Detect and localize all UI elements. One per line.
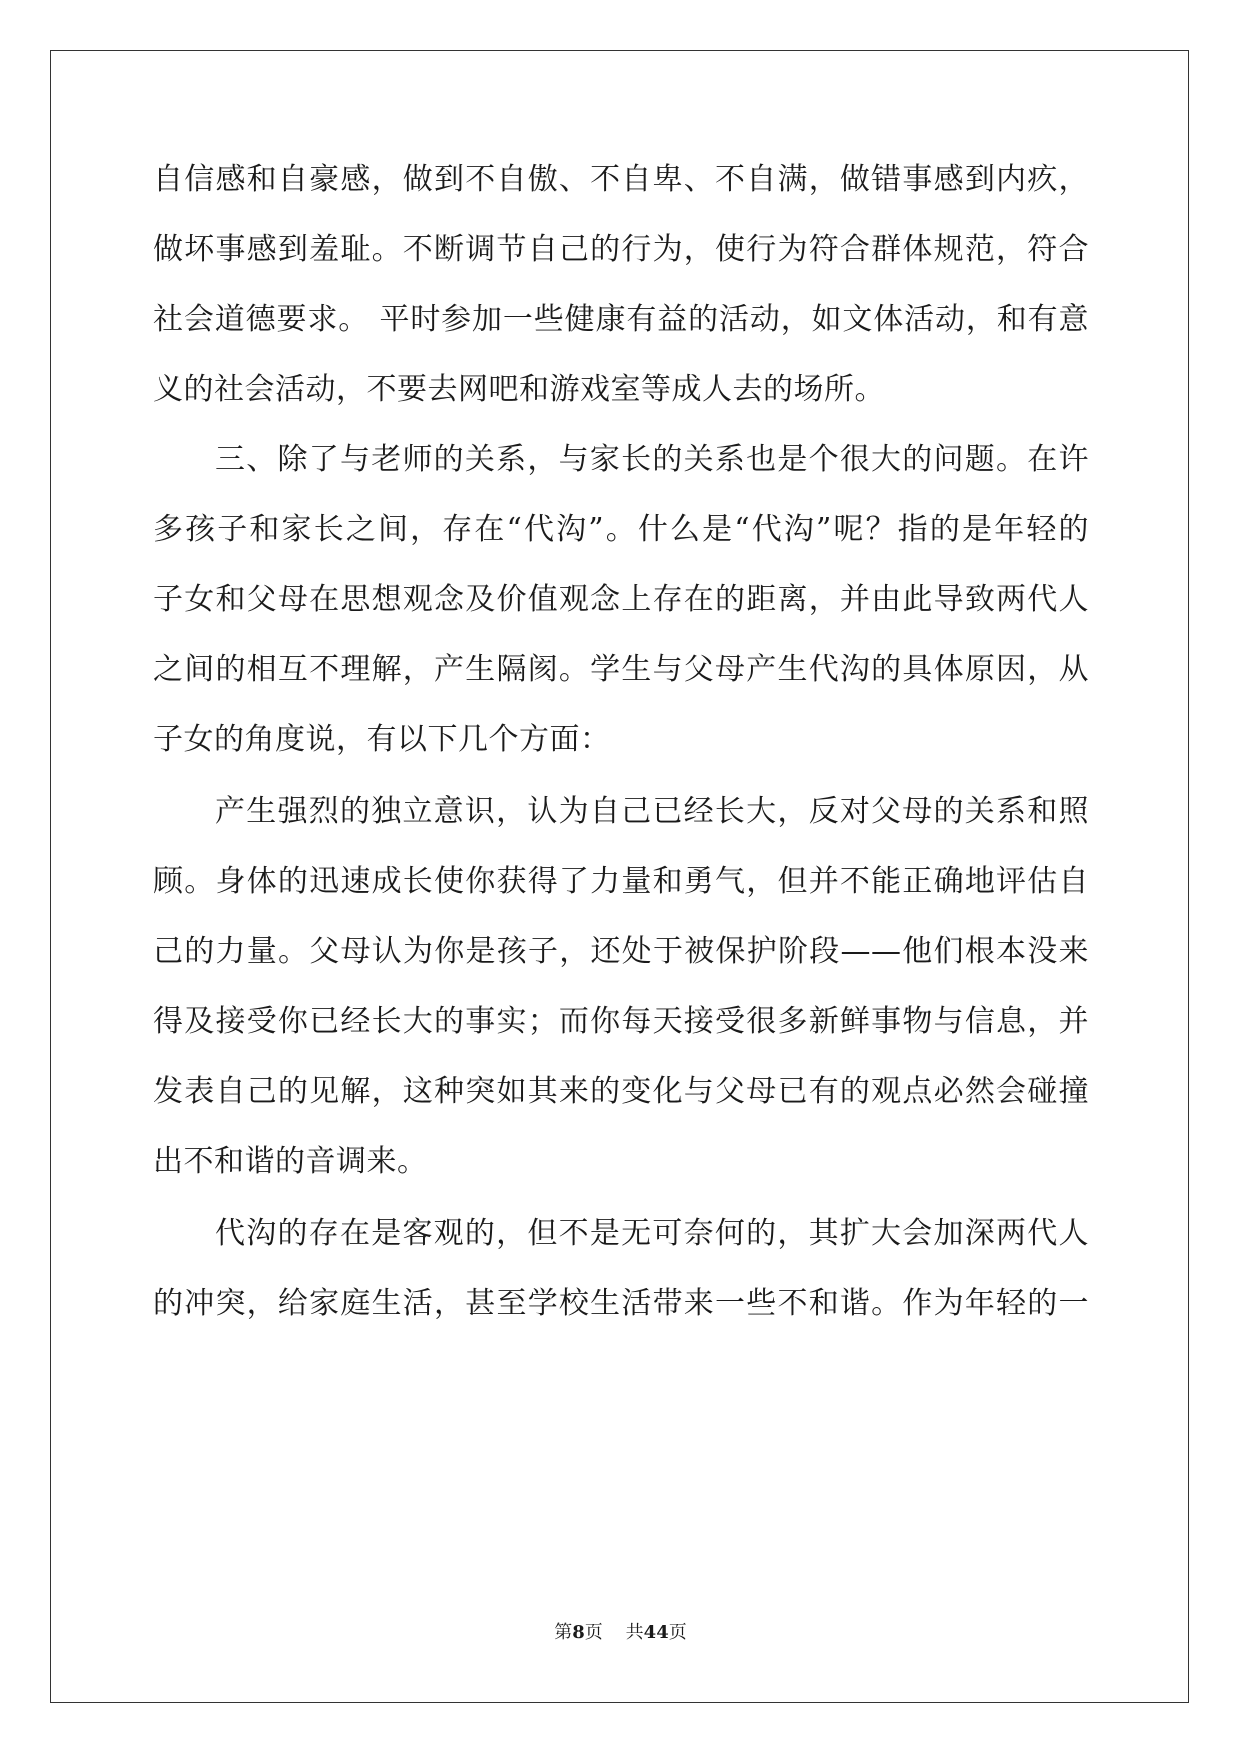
page-footer: [0, 1621, 1241, 1645]
text-line-4: 义的社会活动，不要去网吧和游戏室等成人去的场所。: [153, 372, 885, 407]
text-line-13: 得及接受你已经长大的事实；而你每天接受很多新鲜事物与信息，并: [153, 1004, 1089, 1039]
text-line-11: 顾。身体的迅速成长使你获得了力量和勇气，但并不能正确地评估自: [153, 864, 1089, 899]
text-line-1: 自信感和自豪感，做到不自傲、不自卑、不自满，做错事感到内疚，: [153, 162, 1089, 197]
text-line-2: 做坏事感到羞耻。不断调节自己的行为，使行为符合群体规范，符合: [153, 232, 1089, 267]
footer-total-pages: 44: [643, 1622, 669, 1643]
text-line-16: 代沟的存在是客观的，但不是无可奈何的，其扩大会加深两代人: [215, 1216, 1089, 1251]
text-line-14: 发表自己的见解，这种突如其来的变化与父母已有的观点必然会碰撞: [153, 1074, 1089, 1109]
text-line-5: 三、除了与老师的关系，与家长的关系也是个很大的问题。在许: [215, 442, 1089, 477]
text-line-12: 己的力量。父母认为你是孩子，还处于被保护阶段——他们根本没来: [153, 934, 1089, 969]
text-line-15: 出不和谐的音调来。: [153, 1144, 428, 1179]
footer-page-number: 8: [572, 1622, 585, 1643]
footer-page-suffix: 页: [584, 1622, 603, 1643]
text-line-6: 多孩子和家长之间，存在“代沟”。什么是“代沟”呢？指的是年轻的: [153, 512, 1089, 547]
text-line-3: 社会道德要求。 平时参加一些健康有益的活动，如文体活动，和有意: [153, 302, 1089, 337]
footer-page-prefix: 第: [554, 1622, 573, 1643]
text-line-8: 之间的相互不理解，产生隔阂。学生与父母产生代沟的具体原因，从: [153, 652, 1089, 687]
text-line-9: 子女的角度说，有以下几个方面：: [153, 722, 611, 757]
text-line-17: 的冲突，给家庭生活，甚至学校生活带来一些不和谐。作为年轻的一: [153, 1286, 1089, 1321]
text-line-10: 产生强烈的独立意识，认为自己已经长大，反对父母的关系和照: [215, 794, 1089, 829]
footer-total-prefix: 共: [625, 1622, 644, 1643]
footer-total-suffix: 页: [668, 1622, 687, 1643]
text-line-7: 子女和父母在思想观念及价值观念上存在的距离，并由此导致两代人: [153, 582, 1089, 617]
